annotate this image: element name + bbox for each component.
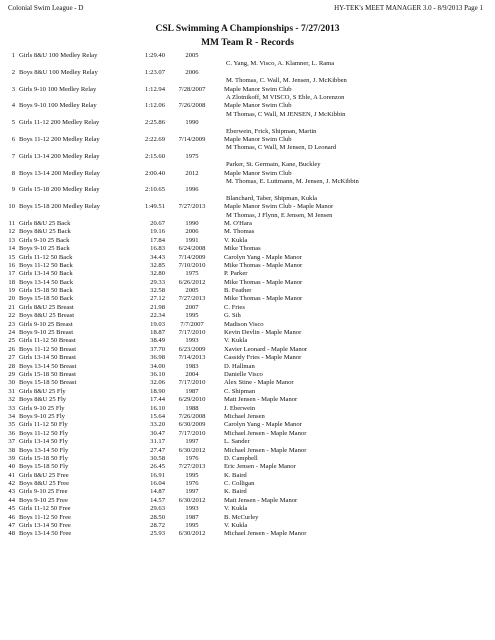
record-event: Girls 13-14 50 Back [19, 270, 73, 278]
record-number: 19 [8, 287, 15, 295]
record-time: 18.90 [150, 387, 165, 395]
record-row [0, 363, 495, 371]
record-time: 1:49.51 [145, 203, 165, 211]
record-date: 1990 [185, 219, 199, 227]
record-time: 16.91 [150, 471, 165, 479]
record-row [0, 497, 495, 505]
record-time: 28.72 [150, 522, 165, 530]
record-event: Girls 15-18 50 Back [19, 287, 73, 295]
record-number: 23 [8, 320, 15, 328]
record-holder: M. O'Hara [224, 219, 252, 227]
record-time: 1:23.07 [145, 68, 165, 76]
record-row [0, 522, 495, 530]
relay-swimmers: M Thomas, J Flynn, E Jensen, M Jensen [226, 211, 333, 219]
record-date: 1976 [185, 480, 199, 488]
record-holder: Alex Stine - Maple Manor [224, 379, 294, 387]
record-row [0, 346, 495, 354]
record-number: 29 [8, 371, 15, 378]
record-number: 20 [8, 295, 15, 303]
record-number: 34 [8, 412, 15, 420]
relay-swimmers: M. Thomas, C. Wall, M. Jensen, J. McKibben [226, 77, 347, 85]
record-event: Girls 9-10 25 Back [19, 236, 70, 244]
record-event: Girls 8&U 25 Breast [19, 303, 74, 311]
record-row [0, 337, 495, 345]
record-number: 15 [8, 253, 15, 261]
record-date: 2005 [185, 287, 199, 295]
record-number: 38 [8, 446, 15, 454]
record-event: Boys 15-18 50 Fly [19, 463, 69, 471]
record-time: 14.57 [150, 496, 165, 504]
record-holder: B. McCurley [224, 513, 259, 521]
record-holder: V. Kukla [224, 337, 248, 345]
record-event: Girls 9-10 25 Free [19, 488, 68, 496]
record-holder: V. Kukla [224, 236, 248, 244]
record-row [0, 530, 495, 538]
record-time: 1:12.06 [145, 102, 165, 110]
record-time: 2:15.60 [145, 152, 165, 160]
record-number: 6 [11, 135, 15, 143]
record-event: Boys 8&U 25 Fly [19, 396, 67, 404]
record-event: Girls 11-12 50 Fly [19, 421, 68, 429]
record-number: 41 [8, 471, 15, 479]
record-event: Boys 9-10 25 Free [19, 496, 68, 504]
record-row [0, 279, 495, 287]
record-date: 1995 [185, 471, 199, 479]
record-event: Girls 8&U 100 Medley Relay [19, 52, 98, 59]
record-holder: Maple Manor Swim Club [224, 102, 292, 110]
record-event: Girls 15-18 50 Fly [19, 454, 68, 462]
record-time: 32.80 [150, 270, 165, 278]
record-row [0, 438, 495, 446]
record-number: 8 [11, 169, 15, 177]
record-event: Boys 11-12 50 Free [19, 513, 71, 521]
record-row [0, 388, 495, 396]
record-row [0, 119, 495, 136]
record-holder: Michael Jensen [224, 412, 265, 420]
record-holder: Mike Thomas - Maple Manor [224, 295, 303, 303]
record-number: 14 [8, 245, 15, 253]
record-date: 2004 [185, 371, 199, 378]
record-time: 17.84 [150, 236, 165, 244]
record-row [0, 245, 495, 253]
record-date: 7/27/2013 [178, 295, 206, 303]
record-row [0, 505, 495, 513]
record-time: 33.20 [150, 421, 165, 429]
relay-swimmers: M. Thomas, E. Luttmann, M. Jensen, J. McKibbin [226, 177, 359, 185]
record-holder: B. Feather [224, 287, 252, 295]
record-time: 16.10 [150, 404, 165, 412]
record-number: 7 [11, 152, 15, 160]
record-time: 2:10.65 [145, 186, 165, 194]
record-event: Girls 15-18 50 Breast [19, 371, 76, 378]
record-holder: G. Sih [224, 312, 241, 320]
record-event: Boys 11-12 50 Fly [19, 429, 69, 437]
record-number: 30 [8, 379, 15, 387]
record-holder: D. Campbell [224, 454, 258, 462]
record-row [0, 254, 495, 262]
record-holder: Mike Thomas - Maple Manor [224, 261, 303, 269]
record-time: 34.00 [150, 362, 165, 370]
record-event: Girls 11-12 50 Breast [19, 337, 76, 345]
record-row [0, 371, 495, 379]
record-row [0, 203, 495, 220]
record-event: Girls 8&U 25 Back [19, 219, 71, 227]
page-header [0, 4, 495, 14]
record-date: 1997 [185, 438, 199, 446]
record-number: 31 [8, 387, 15, 395]
record-date: 2006 [185, 228, 199, 236]
record-time: 17.44 [150, 396, 165, 404]
record-holder: Eric Jensen - Maple Manor [224, 463, 296, 471]
record-event: Girls 9-10 25 Breast [19, 320, 73, 328]
record-holder: Matt Jensen - Maple Manor [224, 396, 298, 404]
record-date: 7/28/2007 [178, 85, 206, 93]
record-holder: Mike Thomas - Maple Manor [224, 278, 303, 286]
record-holder: Michael Jensen - Maple Manor [224, 429, 307, 437]
record-row [0, 69, 495, 86]
record-row [0, 86, 495, 103]
relay-swimmers: A Zlotnikoff, M VISCO, S Eble, A Lorenzon [226, 93, 345, 101]
record-date: 1987 [185, 513, 199, 521]
record-date: 7/14/2009 [178, 135, 206, 143]
record-holder: C. Colligan [224, 480, 255, 488]
record-time: 22.34 [150, 312, 165, 320]
record-time: 32.06 [150, 379, 165, 387]
record-time: 18.87 [150, 329, 165, 337]
record-date: 7/14/2009 [178, 253, 206, 261]
record-time: 16.83 [150, 245, 165, 253]
record-event: Boys 9-10 25 Breast [19, 329, 74, 337]
record-date: 1993 [185, 505, 199, 513]
record-date: 2007 [185, 303, 199, 311]
record-date: 7/17/2010 [178, 429, 206, 437]
record-time: 36.98 [150, 354, 165, 362]
record-row [0, 237, 495, 245]
record-event: Boys 11-12 50 Breast [19, 345, 77, 353]
record-time: 21.98 [150, 303, 165, 311]
record-date: 1988 [185, 404, 199, 412]
record-date: 2012 [185, 169, 199, 177]
relay-swimmers: C. Yang, M. Visco, A. Klamner, L. Rama [226, 60, 335, 68]
record-row [0, 321, 495, 329]
relay-swimmers: Eberwein, Frick, Shipman, Martin [226, 127, 317, 135]
record-date: 1987 [185, 387, 199, 395]
record-event: Girls 9-10 100 Medley Relay [19, 85, 97, 93]
record-time: 32.85 [150, 261, 165, 269]
record-number: 11 [8, 219, 15, 227]
record-time: 19.03 [150, 320, 165, 328]
record-date: 7/27/2013 [178, 463, 206, 471]
record-holder: Maple Manor Swim Club [224, 169, 292, 177]
record-event: Boys 13-14 200 Medley Relay [19, 169, 100, 177]
record-date: 7/26/2008 [178, 412, 206, 420]
record-event: Boys 15-18 200 Medley Relay [19, 203, 100, 211]
record-event: Girls 11-12 50 Back [19, 253, 73, 261]
record-number: 35 [8, 421, 15, 429]
record-number: 27 [8, 354, 15, 362]
record-holder: Michael Jensen - Maple Manor [224, 446, 307, 454]
record-event: Boys 11-12 200 Medley Relay [19, 135, 100, 143]
record-event: Girls 8&U 25 Fly [19, 387, 66, 395]
record-number: 1 [11, 52, 15, 59]
record-holder: Kevin Devlin - Maple Manor [224, 329, 302, 337]
record-row [0, 287, 495, 295]
record-number: 45 [8, 505, 15, 513]
record-time: 28.50 [150, 513, 165, 521]
record-holder: M. Thomas [224, 228, 255, 236]
record-holder: Mike Thomas [224, 245, 261, 253]
record-time: 29.63 [150, 505, 165, 513]
record-number: 9 [11, 186, 15, 194]
record-number: 40 [8, 463, 15, 471]
record-holder: Matt Jensen - Maple Manor [224, 496, 298, 504]
record-number: 48 [8, 530, 15, 538]
record-date: 6/30/2012 [178, 496, 206, 504]
record-row [0, 480, 495, 488]
record-event: Boys 8&U 25 Breast [19, 312, 75, 320]
record-event: Boys 8&U 25 Back [19, 228, 71, 236]
record-holder: Michael Jensen - Maple Manor [224, 530, 307, 538]
record-event: Boys 13-14 50 Fly [19, 446, 69, 454]
record-row [0, 354, 495, 362]
header-software: HY-TEK's MEET MANAGER 3.0 - 8/9/2013 Page 1 [334, 4, 483, 12]
record-event: Girls 13-14 50 Breast [19, 354, 76, 362]
record-holder: L. Sander [224, 438, 250, 446]
record-number: 10 [8, 203, 15, 211]
record-holder: Xavier Leonard - Maple Manor [224, 345, 308, 353]
record-time: 25.93 [150, 530, 165, 538]
record-event: Boys 13-14 50 Free [19, 530, 72, 538]
record-row [0, 447, 495, 455]
record-holder: J. Eberwein [224, 404, 256, 412]
record-date: 2005 [185, 52, 199, 59]
record-row [0, 405, 495, 413]
record-number: 43 [8, 488, 15, 496]
meet-title: CSL Swimming A Championships - 7/27/2013 [155, 24, 340, 34]
record-date: 1976 [185, 454, 199, 462]
record-row [0, 228, 495, 236]
record-number: 5 [11, 119, 15, 127]
record-time: 27.47 [150, 446, 165, 454]
record-event: Boys 15-18 50 Breast [19, 379, 77, 387]
record-event: Girls 8&U 25 Free [19, 471, 69, 479]
record-row [0, 421, 495, 429]
record-number: 44 [8, 496, 15, 504]
record-date: 7/17/2010 [178, 329, 206, 337]
record-time: 38.49 [150, 337, 165, 345]
records-list [0, 52, 495, 539]
record-number: 39 [8, 454, 15, 462]
record-holder: C. Fries [224, 303, 245, 311]
record-event: Boys 11-12 50 Back [19, 261, 73, 269]
record-date: 1995 [185, 312, 199, 320]
record-date: 1990 [185, 119, 199, 127]
record-number: 42 [8, 480, 15, 488]
record-row [0, 136, 495, 153]
record-number: 36 [8, 429, 15, 437]
relay-swimmers: Blanchard, Taber, Shipman, Kukla [226, 194, 318, 202]
record-event: Boys 15-18 50 Back [19, 295, 74, 303]
record-holder: Madison Visco [224, 320, 264, 328]
record-time: 14.87 [150, 488, 165, 496]
record-row [0, 102, 495, 119]
record-row [0, 52, 495, 69]
record-row [0, 262, 495, 270]
record-date: 7/14/2013 [178, 354, 206, 362]
record-time: 31.17 [150, 438, 165, 446]
record-number: 3 [11, 85, 15, 93]
record-time: 30.58 [150, 454, 165, 462]
record-number: 22 [8, 312, 15, 320]
record-holder: V. Kukla [224, 505, 248, 513]
record-holder: Danielle Visco [224, 371, 263, 378]
record-event: Boys 13-14 50 Breast [19, 362, 77, 370]
record-row [0, 472, 495, 480]
record-number: 32 [8, 396, 15, 404]
relay-swimmers: M Thomas, C Wall, M JENSEN, J McKibbin [226, 110, 346, 118]
record-time: 2:00.40 [145, 169, 165, 177]
record-time: 15.64 [150, 412, 165, 420]
record-number: 33 [8, 404, 15, 412]
record-date: 6/30/2009 [178, 421, 206, 429]
record-row [0, 379, 495, 387]
record-holder: Carolyn Yang - Maple Manor [224, 421, 302, 429]
record-number: 16 [8, 261, 15, 269]
record-holder: P. Parker [224, 270, 248, 278]
record-row [0, 514, 495, 522]
record-event: Girls 11-12 200 Medley Relay [19, 119, 100, 127]
record-holder: D. Hallman [224, 362, 255, 370]
record-number: 46 [8, 513, 15, 521]
record-time: 16.04 [150, 480, 165, 488]
record-event: Girls 13-14 50 Free [19, 522, 71, 530]
record-number: 37 [8, 438, 15, 446]
header-league: Colonial Swim League - D [8, 4, 84, 12]
record-number: 28 [8, 362, 15, 370]
record-time: 20.67 [150, 219, 165, 227]
record-row [0, 270, 495, 278]
record-time: 36.10 [150, 371, 165, 378]
record-number: 13 [8, 236, 15, 244]
record-time: 34.43 [150, 253, 165, 261]
record-event: Girls 13-14 50 Fly [19, 438, 68, 446]
relay-swimmers: Parker, St. Germain, Kane, Buckley [226, 161, 321, 169]
relay-swimmers: M Thomas, C Wall, M Jensen, D Leonard [226, 144, 337, 152]
record-row [0, 430, 495, 438]
record-time: 26.45 [150, 463, 165, 471]
record-date: 6/26/2012 [178, 278, 206, 286]
record-date: 1996 [185, 186, 199, 194]
record-time: 1:12.94 [145, 85, 165, 93]
record-event: Girls 9-10 25 Fly [19, 404, 65, 412]
record-date: 7/10/2010 [178, 261, 206, 269]
record-row [0, 153, 495, 170]
record-row [0, 312, 495, 320]
record-number: 26 [8, 345, 15, 353]
record-date: 1997 [185, 488, 199, 496]
record-holder: V. Kukla [224, 522, 248, 530]
record-row [0, 488, 495, 496]
record-date: 7/17/2010 [178, 379, 206, 387]
record-holder: Maple Manor Swim Club [224, 135, 292, 143]
record-date: 7/7/2007 [180, 320, 204, 328]
record-date: 7/26/2008 [178, 102, 206, 110]
record-event: Boys 9-10 100 Medley Relay [19, 102, 97, 110]
record-event: Boys 9-10 25 Back [19, 245, 70, 253]
record-row [0, 396, 495, 404]
record-time: 37.70 [150, 345, 165, 353]
record-time: 19.16 [150, 228, 165, 236]
record-date: 1975 [185, 270, 199, 278]
record-time: 2:22.69 [145, 135, 165, 143]
record-holder: Carolyn Yang - Maple Manor [224, 253, 302, 261]
record-number: 17 [8, 270, 15, 278]
record-number: 2 [11, 68, 15, 76]
record-row [0, 186, 495, 203]
record-row [0, 170, 495, 187]
record-time: 1:29.40 [145, 52, 165, 59]
record-event: Boys 8&U 100 Medley Relay [19, 68, 98, 76]
record-date: 6/29/2010 [178, 396, 206, 404]
record-event: Boys 9-10 25 Fly [19, 412, 65, 420]
record-time: 29.33 [150, 278, 165, 286]
record-event: Girls 15-18 200 Medley Relay [19, 186, 100, 194]
record-holder: K. Baird [224, 471, 247, 479]
record-date: 2006 [185, 68, 199, 76]
record-number: 47 [8, 522, 15, 530]
record-date: 1993 [185, 337, 199, 345]
record-number: 21 [8, 303, 15, 311]
record-number: 24 [8, 329, 15, 337]
record-number: 4 [11, 102, 15, 110]
records-title: MM Team R - Records [201, 38, 294, 48]
record-date: 1995 [185, 522, 199, 530]
record-holder: K. Baird [224, 488, 247, 496]
record-holder: Maple Manor Swim Club [224, 85, 292, 93]
record-date: 1991 [185, 236, 199, 244]
record-number: 12 [8, 228, 15, 236]
record-time: 30.47 [150, 429, 165, 437]
record-number: 25 [8, 337, 15, 345]
record-holder: Maple Manor Swim Club - Maple Manor [224, 203, 334, 211]
record-date: 6/24/2008 [178, 245, 206, 253]
record-date: 6/30/2012 [178, 530, 206, 538]
record-number: 18 [8, 278, 15, 286]
record-row [0, 220, 495, 228]
record-date: 1983 [185, 362, 199, 370]
record-holder: C. Shipman [224, 387, 256, 395]
record-row [0, 463, 495, 471]
record-event: Boys 13-14 50 Back [19, 278, 74, 286]
record-time: 27.12 [150, 295, 165, 303]
record-holder: Cassidy Fries - Maple Manor [224, 354, 302, 362]
record-event: Girls 11-12 50 Free [19, 505, 71, 513]
record-event: Girls 13-14 200 Medley Relay [19, 152, 100, 160]
record-time: 32.58 [150, 287, 165, 295]
record-row [0, 413, 495, 421]
record-date: 6/30/2012 [178, 446, 206, 454]
record-event: Boys 8&U 25 Free [19, 480, 70, 488]
record-date: 1975 [185, 152, 199, 160]
record-time: 2:25.86 [145, 119, 165, 127]
record-row [0, 329, 495, 337]
record-row [0, 455, 495, 463]
record-date: 6/23/2009 [178, 345, 206, 353]
record-date: 7/27/2013 [178, 203, 206, 211]
record-row [0, 295, 495, 303]
record-row [0, 304, 495, 312]
